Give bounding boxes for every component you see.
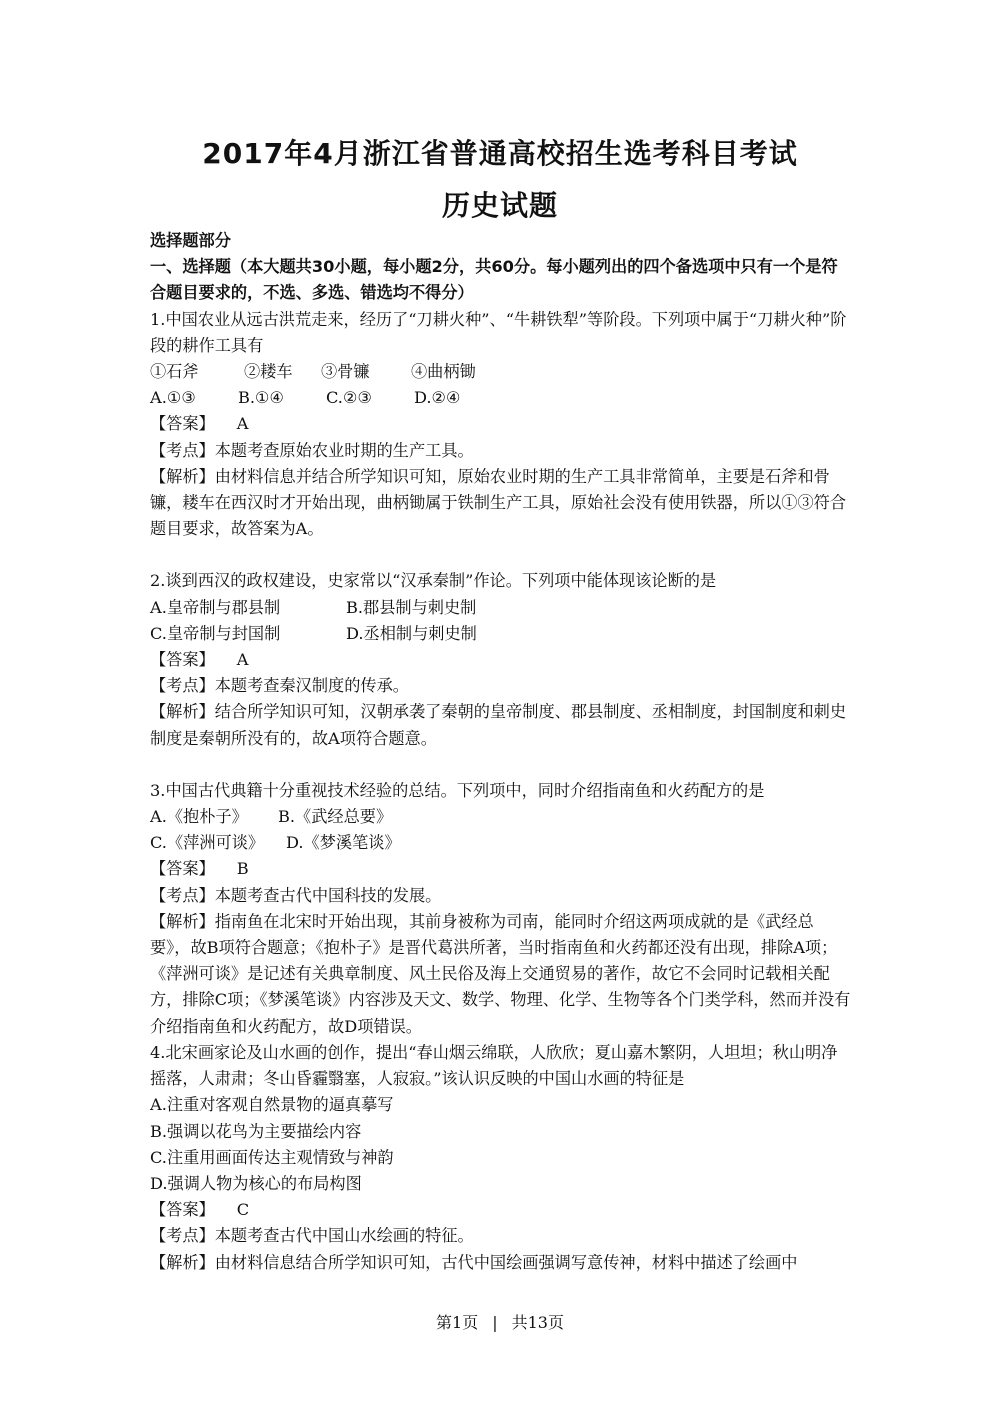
question-1-point bbox=[150, 438, 852, 464]
exam-content bbox=[150, 228, 852, 1276]
question-2-stem: 2.谈到西汉的政权建设，史家常以“汉承秦制”作论。下列项中能体现该论断的是 bbox=[150, 571, 717, 591]
page-number: 第1页 bbox=[436, 1313, 479, 1332]
question-4-option-c: C.注重用画面传达主观情致与神韵 bbox=[150, 1147, 394, 1167]
page-footer bbox=[0, 1310, 1000, 1333]
answer-label: 【答案】 bbox=[150, 859, 215, 879]
question-3-option-a: A.《抱朴子》 bbox=[150, 807, 248, 827]
question-2-option-c: C.皇帝制与封国制 bbox=[150, 623, 281, 643]
question-2-point bbox=[150, 673, 852, 699]
question-1-answer bbox=[150, 411, 852, 437]
question-1-stem: 1.中国农业从远古洪荒走来，经历了“刀耕火种”、“牛耕铁犁”等阶段。下列项中属于“刀耕火种”阶段的耕作工具有 bbox=[150, 309, 847, 355]
question-4-option-b: B.强调以花鸟为主要描绘内容 bbox=[150, 1121, 362, 1141]
question-3-answer bbox=[150, 856, 852, 882]
answer-value: A bbox=[236, 650, 249, 670]
answer-value: A bbox=[236, 414, 249, 434]
question-3-options-row-1 bbox=[150, 804, 852, 830]
point-label: 【考点】 bbox=[150, 440, 215, 460]
spacer bbox=[150, 752, 852, 778]
question-3-option-c: C.《萍洲可谈》 bbox=[150, 833, 265, 853]
question-1-items bbox=[150, 359, 852, 385]
footer-separator: | bbox=[492, 1313, 498, 1332]
question-3-option-d: D.《梦溪笔谈》 bbox=[286, 833, 401, 853]
analysis-text: 由材料信息并结合所学知识可知，原始农业时期的生产工具非常简单，主要是石斧和骨镰，耧车在西汉时才开始出现，曲柄锄属于铁制生产工具，原始社会没有使用铁器，所以①③符合题目要求，故答案为A。 bbox=[150, 466, 847, 539]
point-label: 【考点】 bbox=[150, 1226, 215, 1246]
question-2-options-row-2 bbox=[150, 621, 852, 647]
question-2-answer bbox=[150, 647, 852, 673]
answer-label: 【答案】 bbox=[150, 1200, 215, 1220]
question-1-option-b: B.①④ bbox=[238, 388, 285, 408]
question-2-option-d: D.丞相制与刺史制 bbox=[346, 623, 477, 643]
analysis-text: 结合所学知识可知，汉朝承袭了秦朝的皇帝制度、郡县制度、丞相制度，封国制度和刺史制度是秦朝所没有的，故A项符合题意。 bbox=[150, 702, 847, 748]
section-instruction: 一、选择题（本大题共30小题，每小题2分，共60分。每小题列出的四个备选项中只有一个是符合题目要求的，不选、多选、错选均不得分） bbox=[150, 257, 838, 303]
question-4-option-a: A.注重对客观自然景物的逼真摹写 bbox=[150, 1095, 394, 1115]
question-2-option-a: A.皇帝制与郡县制 bbox=[150, 597, 281, 617]
analysis-text: 指南鱼在北宋时开始出现，其前身被称为司南，能同时介绍这两项成就的是《武经总要》，故B项符合题意；《抱朴子》是晋代葛洪所著，当时指南鱼和火药都还没有出现，排除A项；《萍洲可谈》是记述有关典章制度、风土民俗及海上交通贸易的著作，故它不会同时记载相关配方，排除C项；《梦溪笔谈》内容涉及天文、数学、物理、化学、生物等各个门类学科，然而并没有介绍指南鱼和火药配方，故D项错误。 bbox=[150, 911, 851, 1036]
question-4-point bbox=[150, 1223, 852, 1249]
question-2-options-row-1 bbox=[150, 595, 852, 621]
spacer bbox=[150, 542, 852, 568]
question-1-item-1: ①石斧 bbox=[150, 362, 199, 382]
page-subtitle: 历史试题 bbox=[441, 189, 558, 222]
analysis-label: 【解析】 bbox=[150, 911, 215, 931]
point-text: 本题考查原始农业时期的生产工具。 bbox=[214, 440, 474, 460]
question-4-stem: 4.北宋画家论及山水画的创作，提出“春山烟云绵联，人欣欣；夏山嘉木繁阴，人坦坦；秋山明净摇落，人肃肃；冬山昏霾翳塞，人寂寂。”该认识反映的中国山水画的特征是 bbox=[150, 1042, 838, 1089]
question-2-analysis bbox=[150, 699, 852, 751]
question-1-item-4: ④曲柄锄 bbox=[411, 362, 476, 382]
answer-value: C bbox=[236, 1200, 250, 1220]
section-part-label: 选择题部分 bbox=[150, 231, 231, 250]
question-2-option-b: B.郡县制与刺史制 bbox=[346, 597, 477, 617]
answer-label: 【答案】 bbox=[150, 414, 215, 434]
question-4-analysis bbox=[150, 1250, 852, 1276]
analysis-label: 【解析】 bbox=[150, 466, 215, 486]
point-label: 【考点】 bbox=[150, 676, 215, 696]
question-1-option-c: C.②③ bbox=[326, 388, 372, 408]
question-1-options bbox=[150, 385, 852, 411]
analysis-text: 由材料信息结合所学知识可知，古代中国绘画强调写意传神，材料中描述了绘画中 bbox=[214, 1252, 798, 1272]
analysis-label: 【解析】 bbox=[150, 702, 215, 722]
point-text: 本题考查古代中国山水绘画的特征。 bbox=[214, 1226, 474, 1246]
question-1-item-3: ③骨镰 bbox=[321, 362, 370, 382]
question-4-option-d: D.强调人物为核心的布局构图 bbox=[150, 1173, 362, 1193]
question-4-answer bbox=[150, 1197, 852, 1223]
question-3-analysis bbox=[150, 909, 852, 1040]
question-1-item-2: ②耧车 bbox=[244, 362, 293, 382]
answer-label: 【答案】 bbox=[150, 650, 215, 670]
question-3-stem: 3.中国古代典籍十分重视技术经验的总结。下列项中，同时介绍指南鱼和火药配方的是 bbox=[150, 780, 765, 800]
question-1-option-a: A.①③ bbox=[150, 388, 196, 408]
page-title: 2017年4月浙江省普通高校招生选考科目考试 bbox=[202, 137, 798, 170]
page-total: 共13页 bbox=[511, 1313, 564, 1332]
answer-value: B bbox=[236, 859, 249, 879]
question-1-analysis bbox=[150, 464, 852, 543]
analysis-label: 【解析】 bbox=[150, 1252, 215, 1272]
question-1-option-d: D.②④ bbox=[414, 388, 461, 408]
point-text: 本题考查秦汉制度的传承。 bbox=[214, 676, 409, 696]
question-3-point bbox=[150, 883, 852, 909]
question-3-options-row-2 bbox=[150, 830, 852, 856]
point-text: 本题考查古代中国科技的发展。 bbox=[214, 885, 442, 905]
point-label: 【考点】 bbox=[150, 885, 215, 905]
question-3-option-b: B.《武经总要》 bbox=[278, 807, 393, 827]
